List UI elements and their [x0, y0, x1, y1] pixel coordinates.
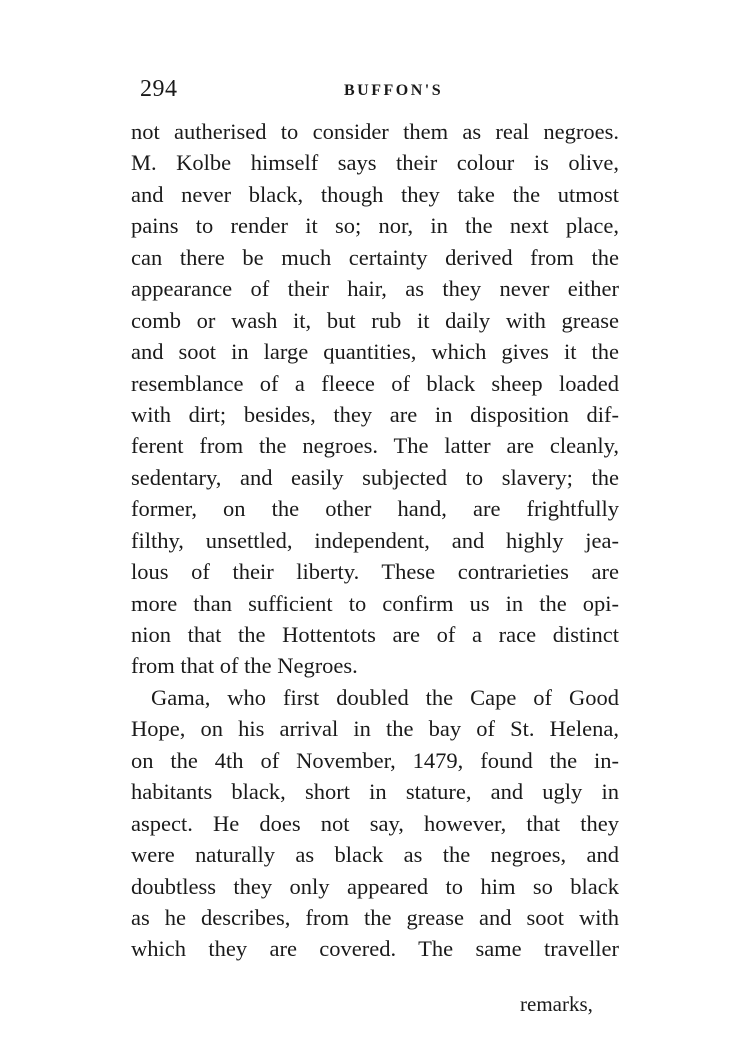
text-line: pains to render it so; nor, in the next place, [131, 213, 619, 239]
text-line: aspect. He does not say, however, that they [131, 810, 619, 836]
text-line: with dirt; besides, they are in disposition dif- [131, 401, 619, 427]
paragraph-1 [131, 116, 619, 682]
text-line: M. Kolbe himself says their colour is olive, [131, 150, 619, 176]
text-line: Hope, on his arrival in the bay of St. Helena, [131, 716, 619, 742]
text-line: lous of their liberty. These contrarieties are [131, 559, 619, 585]
text-line: and never black, though they take the utmost [131, 181, 619, 207]
text-line: from that of the Negroes. [131, 653, 358, 679]
text-line: nion that the Hottentots are of a race distinct [131, 622, 619, 647]
page-number: 294 [140, 76, 178, 102]
body-text [131, 116, 619, 965]
page-header [130, 76, 620, 106]
text-line: sedentary, and easily subjected to slavery; the [131, 464, 619, 490]
text-line: filthy, unsettled, independent, and highly jea- [131, 527, 619, 553]
text-line: former, on the other hand, are frightfully [131, 496, 619, 522]
text-line: ferent from the negroes. The latter are cleanly, [131, 433, 619, 459]
text-line: Gama, who first doubled the Cape of Good [151, 684, 619, 710]
text-line: can there be much certainty derived from the [131, 244, 619, 270]
paragraph-2 [131, 682, 619, 965]
catchword: remarks, [520, 992, 593, 1016]
text-line: comb or wash it, but rub it daily with grease [131, 307, 619, 333]
text-line: which they are covered. The same traveller [131, 936, 619, 962]
text-line: resemblance of a fleece of black sheep loaded [131, 370, 619, 396]
text-line: not autherised to consider them as real negroes. [131, 119, 619, 144]
text-line: as he describes, from the grease and soot with [131, 904, 619, 930]
text-line: habitants black, short in stature, and ugly in [131, 779, 619, 805]
text-line: on the 4th of November, 1479, found the in- [131, 747, 619, 773]
text-line: appearance of their hair, as they never either [131, 276, 619, 302]
text-line: were naturally as black as the negroes, and [131, 842, 619, 868]
text-line: doubtless they only appeared to him so black [131, 873, 619, 899]
running-head: BUFFON'S [344, 82, 444, 99]
text-line: more than sufficient to confirm us in the opi- [131, 590, 619, 616]
text-line: and soot in large quantities, which gives it the [131, 339, 619, 365]
